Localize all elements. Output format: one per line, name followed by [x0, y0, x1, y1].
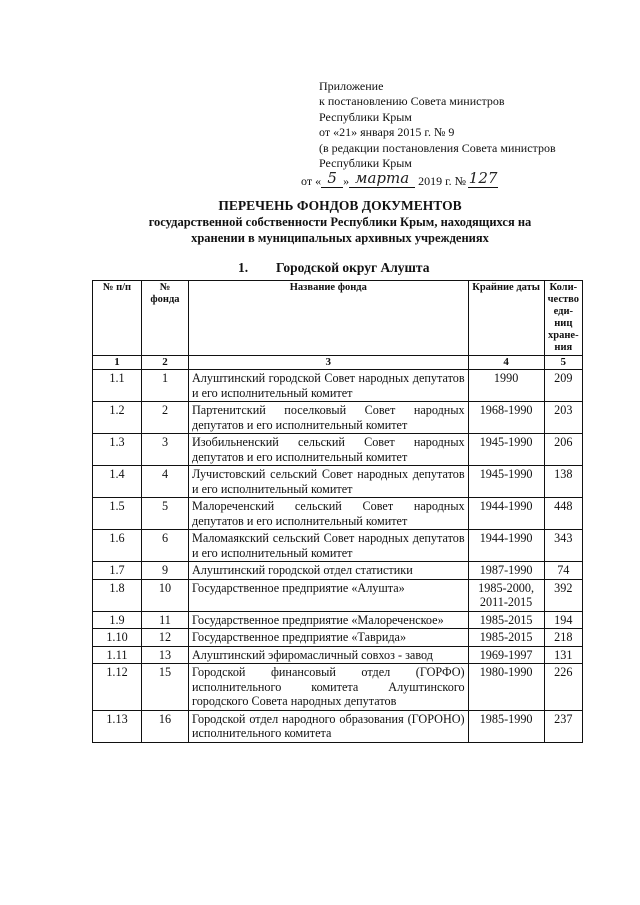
- row-num: 1.10: [93, 629, 142, 647]
- document-subtitle-line1: государственной собственности Республики Крым, находящихся на: [148, 215, 532, 229]
- row-num: 1.2: [93, 402, 142, 434]
- table-row: [93, 562, 583, 580]
- row-name: Городской отдел народного образования (ГОРОНО) исполнительного комитета: [189, 710, 469, 742]
- date-mid: »: [343, 174, 350, 188]
- row-name: Алуштинский городской отдел статистики: [189, 562, 469, 580]
- row-name: Алуштинский эфиромасличный совхоз - завод: [189, 646, 469, 664]
- row-name: Лучистовский сельский Совет народных депутатов и его исполнительный комитет: [189, 466, 469, 498]
- row-name: Государственное предприятие «Таврида»: [189, 629, 469, 647]
- row-qty: 392: [544, 579, 582, 611]
- header-name: Название фонда: [189, 281, 469, 356]
- row-fund: 1: [142, 370, 189, 402]
- col-number: 3: [189, 356, 469, 370]
- row-num: 1.12: [93, 664, 142, 711]
- row-name: Изобильненский сельский Совет народных депутатов и его исполнительный комитет: [189, 434, 469, 466]
- row-fund: 2: [142, 402, 189, 434]
- row-num: 1.13: [93, 710, 142, 742]
- row-dates: 1969-1997: [468, 646, 544, 664]
- row-fund: 16: [142, 710, 189, 742]
- row-fund: 15: [142, 664, 189, 711]
- header-num: № п/п: [93, 281, 142, 356]
- row-num: 1.8: [93, 579, 142, 611]
- appendix-line: к постановлению Совета министров: [319, 94, 505, 109]
- row-qty: 194: [544, 611, 582, 629]
- appendix-block: [319, 79, 624, 171]
- row-fund: 4: [142, 466, 189, 498]
- row-num: 1.9: [93, 611, 142, 629]
- col-number: 1: [93, 356, 142, 370]
- table-row: [93, 530, 583, 562]
- row-name: Городской финансовый отдел (ГОРФО) исполнительного комитета Алуштинского городского Совета народных депутатов: [189, 664, 469, 711]
- document-subtitle-line2: хранении в муниципальных архивных учреждениях: [191, 231, 489, 245]
- table-row: [93, 646, 583, 664]
- row-num: 1.3: [93, 434, 142, 466]
- row-qty: 343: [544, 530, 582, 562]
- row-dates: 1968-1990: [468, 402, 544, 434]
- row-qty: 131: [544, 646, 582, 664]
- row-qty: 203: [544, 402, 582, 434]
- date-year: 2019 г. №: [418, 174, 467, 188]
- row-dates: 1985-2015: [468, 611, 544, 629]
- header-qty: Коли-чество еди-ниц хране-ния: [544, 281, 582, 356]
- appendix-line: Республики Крым: [319, 156, 412, 171]
- date-prefix: от «: [301, 174, 322, 188]
- row-name: Маломаякский сельский Совет народных депутатов и его исполнительный комитет: [189, 530, 469, 562]
- row-fund: 9: [142, 562, 189, 580]
- header-dates: Крайние даты: [468, 281, 544, 356]
- section-name: Городской округ Алушта: [276, 260, 430, 275]
- row-qty: 209: [544, 370, 582, 402]
- col-number: 2: [142, 356, 189, 370]
- table-row: [93, 370, 583, 402]
- row-dates: 1985-1990: [468, 710, 544, 742]
- row-num: 1.11: [93, 646, 142, 664]
- section-heading: [238, 260, 429, 276]
- table-row: [93, 611, 583, 629]
- row-dates: 1945-1990: [468, 434, 544, 466]
- handwritten-number: 127: [468, 169, 498, 187]
- row-fund: 12: [142, 629, 189, 647]
- row-num: 1.4: [93, 466, 142, 498]
- table-row: [93, 710, 583, 742]
- appendix-line: Республики Крым: [319, 109, 412, 124]
- row-name: Малореченский сельский Совет народных депутатов и его исполнительный комитет: [189, 498, 469, 530]
- section-number: 1.: [238, 260, 249, 275]
- row-dates: 1985-2015: [468, 629, 544, 647]
- table-row: [93, 434, 583, 466]
- table-body: [93, 370, 583, 743]
- row-dates: 1944-1990: [468, 498, 544, 530]
- row-dates: 1987-1990: [468, 562, 544, 580]
- table-row: [93, 498, 583, 530]
- handwritten-day: 5: [321, 169, 343, 188]
- table-row: [93, 466, 583, 498]
- amendment-date-line: [301, 171, 498, 190]
- handwritten-month: марта: [349, 169, 415, 188]
- row-num: 1.1: [93, 370, 142, 402]
- row-dates: 1944-1990: [468, 530, 544, 562]
- row-dates: 1990: [468, 370, 544, 402]
- table-row: [93, 402, 583, 434]
- row-dates: 1985-2000, 2011-2015: [468, 579, 544, 611]
- row-num: 1.7: [93, 562, 142, 580]
- appendix-line: Приложение: [319, 79, 384, 93]
- appendix-line: (в редакции постановления Совета министров: [319, 140, 556, 155]
- row-name: Партенитский поселковый Совет народных депутатов и его исполнительный комитет: [189, 402, 469, 434]
- row-fund: 10: [142, 579, 189, 611]
- row-name: Алуштинский городской Совет народных депутатов и его исполнительный комитет: [189, 370, 469, 402]
- row-fund: 5: [142, 498, 189, 530]
- table-row: [93, 629, 583, 647]
- table-row: [93, 664, 583, 711]
- row-qty: 237: [544, 710, 582, 742]
- row-name: Государственное предприятие «Алушта»: [189, 579, 469, 611]
- funds-table: [92, 280, 583, 743]
- col-number: 4: [468, 356, 544, 370]
- row-qty: 206: [544, 434, 582, 466]
- row-num: 1.5: [93, 498, 142, 530]
- table-header-row: [93, 281, 583, 356]
- row-fund: 6: [142, 530, 189, 562]
- table-row: [93, 579, 583, 611]
- column-number-row: [93, 356, 583, 370]
- col-number: 5: [544, 356, 582, 370]
- row-qty: 218: [544, 629, 582, 647]
- row-dates: 1980-1990: [468, 664, 544, 711]
- row-qty: 138: [544, 466, 582, 498]
- row-name: Государственное предприятие «Малореченское»: [189, 611, 469, 629]
- row-qty: 226: [544, 664, 582, 711]
- row-dates: 1945-1990: [468, 466, 544, 498]
- row-num: 1.6: [93, 530, 142, 562]
- appendix-line: от «21» января 2015 г. № 9: [319, 125, 455, 140]
- row-qty: 448: [544, 498, 582, 530]
- row-qty: 74: [544, 562, 582, 580]
- header-fund: № фонда: [142, 281, 189, 356]
- row-fund: 13: [142, 646, 189, 664]
- row-fund: 3: [142, 434, 189, 466]
- row-fund: 11: [142, 611, 189, 629]
- document-title: ПЕРЕЧЕНЬ ФОНДОВ ДОКУМЕНТОВ: [218, 198, 462, 213]
